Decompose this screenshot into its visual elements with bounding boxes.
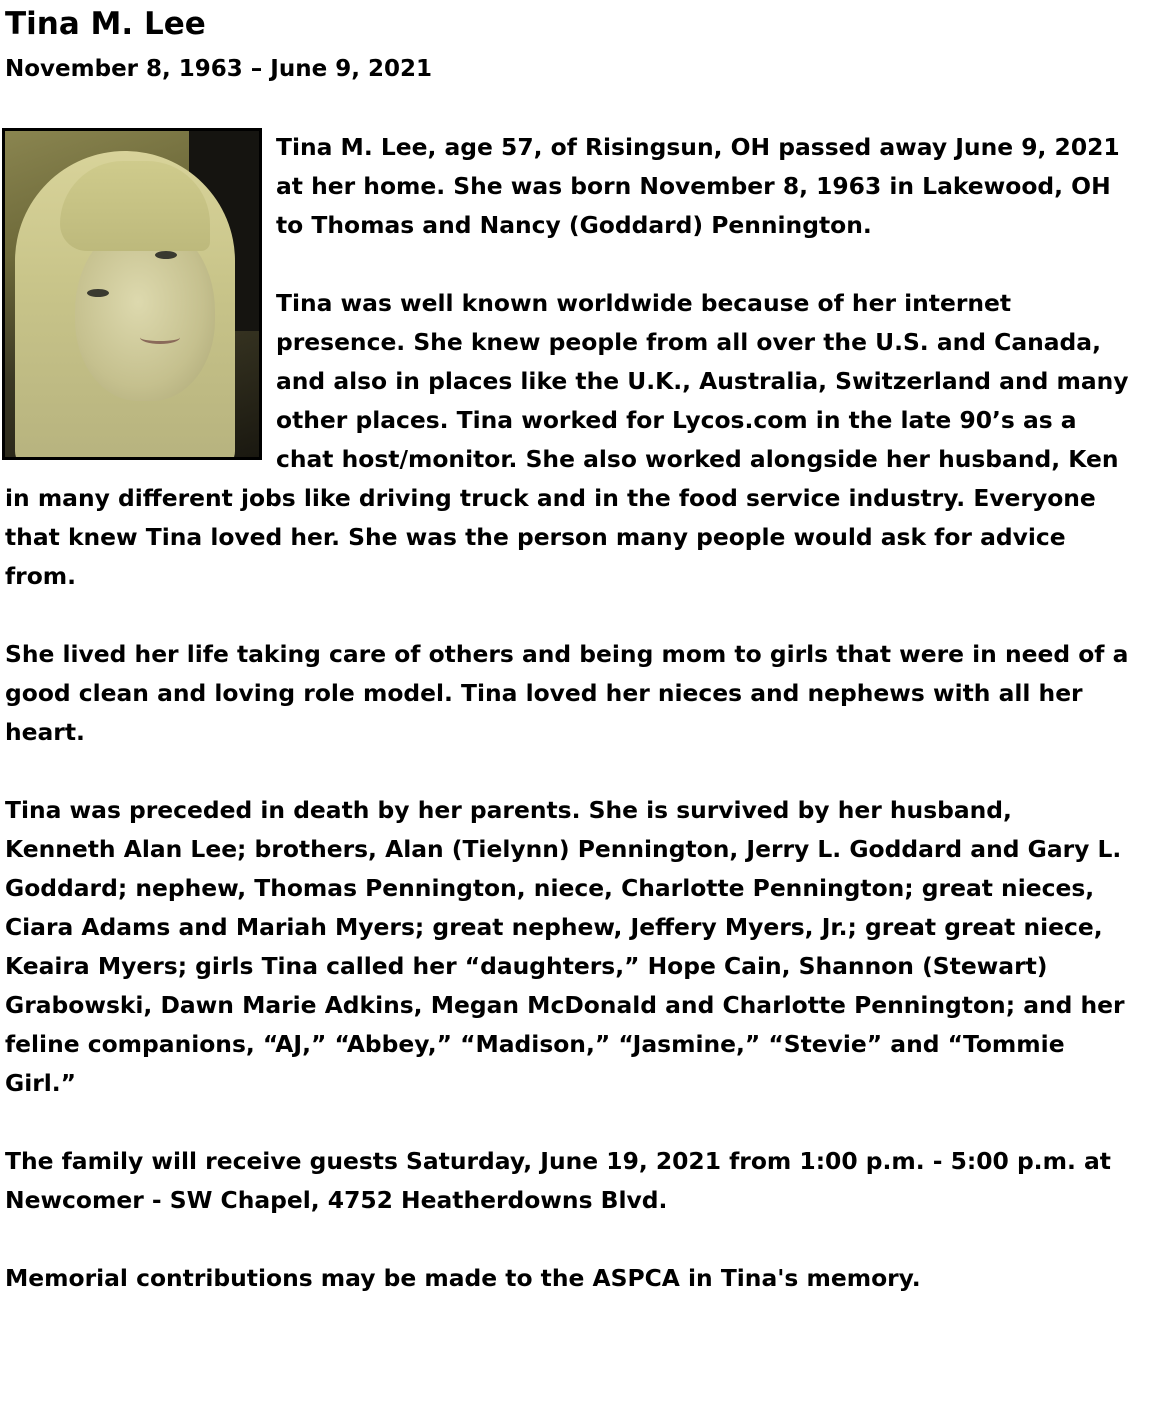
photo-smile	[140, 331, 180, 344]
photo-eye-right	[155, 251, 177, 259]
paragraph-family-role: She lived her life taking care of others and being mom to girls that were in need of a good clean and loving role model. Tina loved her nieces and nephews with all her heart.	[5, 640, 1129, 746]
photo-eye-left	[87, 289, 109, 297]
portrait-photo	[2, 128, 262, 460]
life-dates: November 8, 1963 – June 9, 2021	[5, 56, 432, 82]
paragraph-biography: Tina was well known worldwide because of her internet presence. She knew people from all over the U.S. and Canada, and also in places like the U.K., Australia, Switzerland and many other places. Tina worked for Lycos.com in the late 90’s as a chat host/monitor. She also worked alongside her husband, Ken in many different jobs like driving truck and in the food service industry. Everyone that knew Tina loved her. She was the person many people would ask for advice from.	[5, 289, 1129, 590]
obituary-name: Tina M. Lee	[5, 6, 206, 42]
paragraph-memorial: Memorial contributions may be made to the ASPCA in Tina's memory.	[5, 1264, 921, 1292]
paragraph-visitation: The family will receive guests Saturday, June 19, 2021 from 1:00 p.m. - 5:00 p.m. at Newcomer - SW Chapel, 4752 Heatherdowns Blvd.	[5, 1147, 1111, 1214]
paragraph-survivors: Tina was preceded in death by her parents. She is survived by her husband, Kenneth Alan Lee; brothers, Alan (Tielynn) Pennington, Jerry L. Goddard and Gary L. Goddard; nephew, Thomas Pennington, niece, Charlotte Pennington; great nieces, Ciara Adams and Mariah Myers; great nephew, Jeffery Myers, Jr.; great great niece, Keaira Myers; girls Tina called her “daughters,” Hope Cain, Shannon (Stewart) Grabowski, Dawn Marie Adkins, Megan McDonald and Charlotte Pennington; and her feline companions, “AJ,” “Abbey,” “Madison,” “Jasmine,” “Stevie” and “Tommie Girl.”	[5, 796, 1125, 1097]
obituary-body	[5, 128, 1130, 1337]
paragraph-intro: Tina M. Lee, age 57, of Risingsun, OH passed away June 9, 2021 at her home. She was born November 8, 1963 in Lakewood, OH to Thomas and Nancy (Goddard) Pennington.	[276, 133, 1120, 239]
